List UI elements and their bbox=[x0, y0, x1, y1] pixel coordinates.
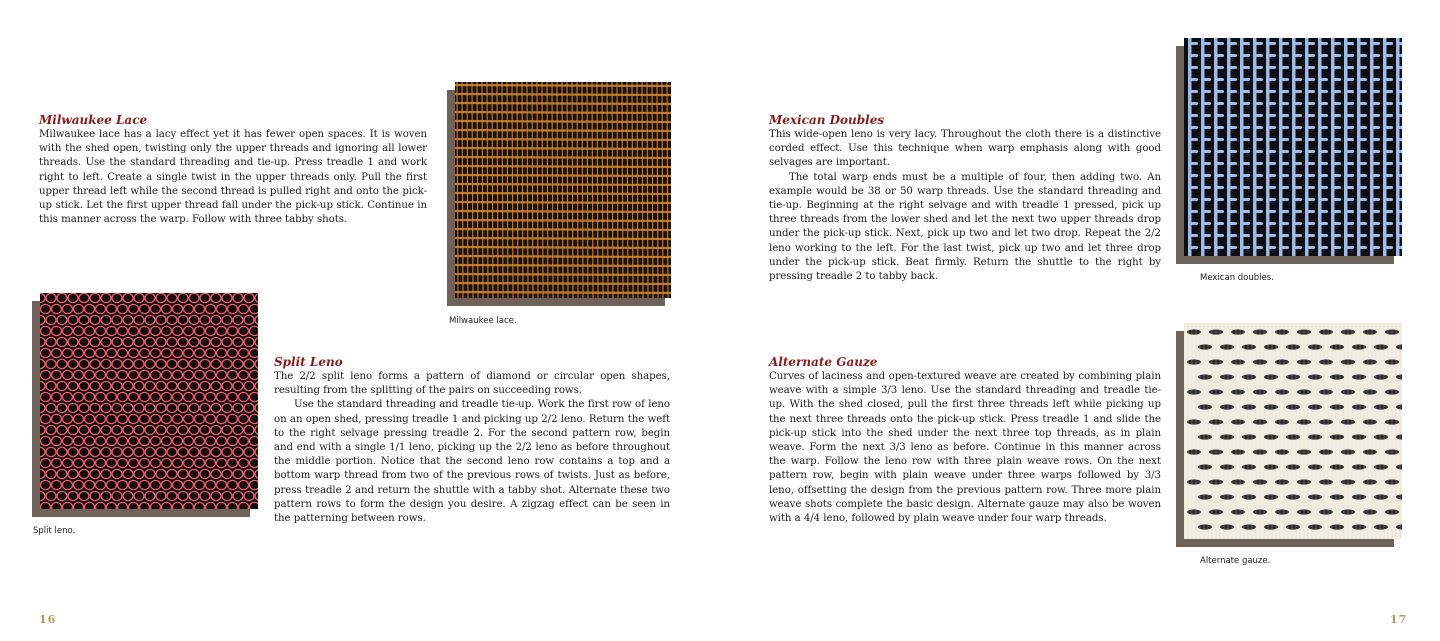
milwaukee-lace-section bbox=[39, 113, 427, 227]
split-leno-title: Split Leno bbox=[274, 355, 343, 369]
alternate-gauze-caption: Alternate gauze. bbox=[1200, 556, 1271, 566]
split-leno-section bbox=[274, 355, 670, 526]
split-leno-body-1: The 2/2 split leno forms a pattern of diamond or circular open shapes, resulting from the splitting of the pairs on succeeding rows. bbox=[274, 371, 670, 397]
alternate-gauze-body: Curves of laciness and open-textured weave are created by combining plain weave with a simple 3/3 leno. Use the standard threading and treadle tie-up. With the shed closed, pull the first three threads left while picking up the next three threads onto the pick-up stick. Press treadle 1 and slide the pick-up stick into the shed under the next three top threads, as in plain weave. Form the next 3/3 leno as before. Continue in this manner across the warp. Follow the leno row with three plain weave rows. On the next pattern row, begin with plain weave under three warps followed by 3/3 leno, offsetting the design from the previous pattern row. Three more plain weave shots complete the basic design. Alternate gauze may also be woven with a 4/4 leno, followed by plain weave under four warp threads. bbox=[769, 371, 1161, 525]
mexican-doubles-body-2: The total warp ends must be a multiple of four, then adding two. An example would be 38 or 50 warp threads. Use the standard threading and tie-up. Beginning at the right selvage and with treadle 1 pressed, pick up three threads from the lower shed and let the next two upper threads drop under the pick-up stick. Next, pick up two and let two drop. Repeat the 2/2 leno working to the left. For the last twist, pick up two and let three drop under the pick-up stick. Beat firmly. Return the shuttle to the right by pressing treadle 2 to tabby back. bbox=[769, 171, 1161, 283]
mexican-doubles-body-1: This wide-open leno is very lacy. Throughout the cloth there is a distinctive corded effect. Use this technique when warp emphasis along with good selvages are important. bbox=[769, 129, 1161, 169]
milwaukee-lace-title: Milwaukee Lace bbox=[39, 113, 148, 127]
alternate-gauze-title: Alternate Gauze bbox=[769, 355, 878, 369]
milwaukee-lace-caption: Milwaukee lace. bbox=[449, 316, 517, 326]
split-leno-caption: Split leno. bbox=[33, 526, 76, 536]
alternate-gauze-photo bbox=[1176, 323, 1402, 547]
page-number-left: 16 bbox=[39, 613, 57, 626]
split-leno-body-2: Use the standard threading and treadle tie-up. Work the first row of leno on an open shed, pressing treadle 1 and picking up 2/2 leno. Return the weft to the right selvage pressing treadle 2. For the second pattern row, begin and end with a single 1/1 leno, picking up the 2/2 leno as before throughout the middle portion. Notice that the second leno row contains a top and a bottom warp thread from two of the previous rows of twists. Just as before, press treadle 2 and return the shuttle with a tabby shot. Alternate these two pattern rows to form the design you desire. A zigzag effect can be seen in the patterning between rows. bbox=[274, 399, 670, 525]
split-leno-photo bbox=[32, 293, 258, 517]
milwaukee-lace-photo bbox=[447, 82, 672, 306]
mexican-doubles-caption: Mexican doubles. bbox=[1200, 273, 1274, 283]
mexican-doubles-section bbox=[769, 113, 1161, 284]
mexican-doubles-photo bbox=[1176, 38, 1402, 264]
page-number-right: 17 bbox=[1390, 613, 1408, 626]
milwaukee-lace-body: Milwaukee lace has a lacy effect yet it has fewer open spaces. It is woven with the shed open, twisting only the upper threads and ignoring all lower threads. Use the standard threading and tie-up. Press treadle 1 and work right to left. Create a single twist in the upper threads only. Pull the first upper thread left while the second thread is pulled right and onto the pick-up stick. Let the first upper thread fall under the pick-up stick. Continue in this manner across the warp. Follow with three tabby shots. bbox=[39, 129, 427, 226]
alternate-gauze-section bbox=[769, 355, 1161, 526]
mexican-doubles-title: Mexican Doubles bbox=[769, 113, 885, 127]
